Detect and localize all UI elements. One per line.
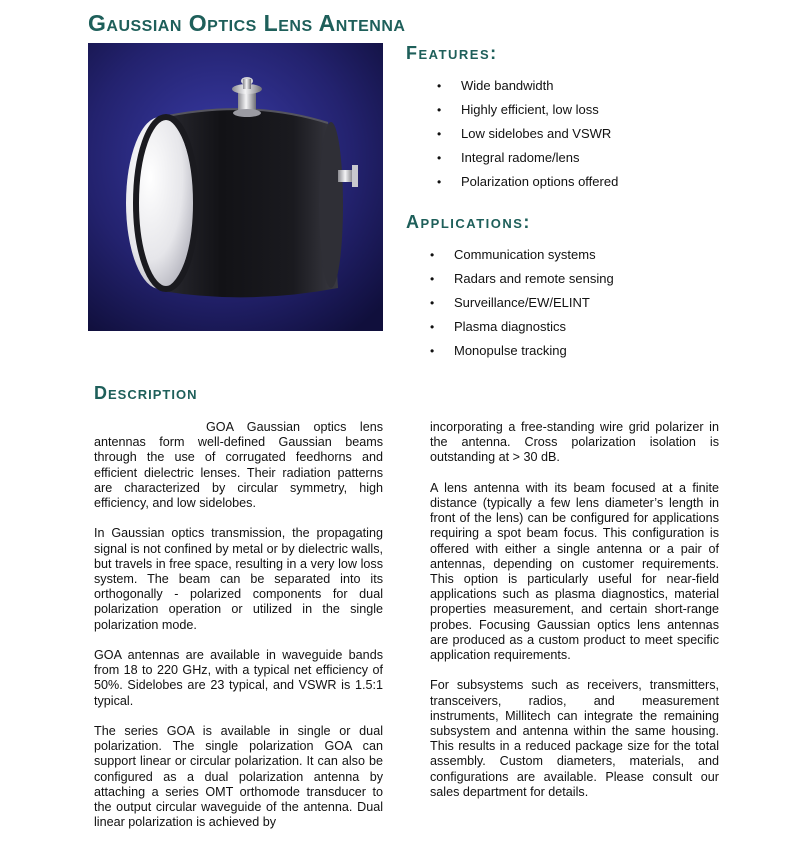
list-item: • Surveillance/EW/ELINT [454,295,614,319]
applications-heading: Applications: [406,212,531,232]
list-item: • Communication systems [454,247,614,271]
list-item: • Plasma diagnostics [454,319,614,343]
list-item: • Integral radome/lens [461,150,618,174]
list-item: • Low sidelobes and VSWR [461,126,618,150]
applications-list [454,247,614,367]
list-item: • Radars and remote sensing [454,271,614,295]
features-list [461,78,618,198]
paragraph: In Gaussian optics transmission, the propagating signal is not confined by metal or by dielectric walls, but travels in free space, resulting in a very low loss system. The beam can be separated into its orthogonally - polarized components for dual polarization operation or utilized in the single polarization mode. [94,526,383,632]
list-item: • Monopulse tracking [454,343,614,367]
description-column-left [94,420,383,846]
paragraph: GOA Gaussian optics lens antennas form well-defined Gaussian beams through the use of corrugated feedhorns and efficient dielectric lenses. Their radiation patterns are characterized by circular symmetry, high efficiency, and low sidelobes. [94,420,383,511]
list-item: • Highly efficient, low loss [461,102,618,126]
features-heading: Features: [406,43,498,63]
antenna-photo [88,43,383,331]
list-item: • Polarization options offered [461,174,618,198]
paragraph: The series GOA is available in single or dual polarization. The single polarization GOA can support linear or circular polarization. It can also be configured as a dual polarization antenna by attaching a series OMT orthomode transducer to the output circular waveguide of the antenna. Dual linear polarization is achieved by [94,724,383,830]
paragraph: A lens antenna with its beam focused at a finite distance (typically a few lens diameter’s length in front of the lens) can be configured for applications requiring a spot beam focus. This configuration is offered with either a single antenna or a pair of antennas, depending on customer requirements. This option is particularly useful for near-field applications such as plasma diagnostics, material properties measurement, and certain short-range probes. Focusing Gaussian optics lens antennas are produced as a custom product to meet specific application requirements. [430,480,719,663]
paragraph: For subsystems such as receivers, transmitters, transceivers, radios, and measurement instruments, Millitech can integrate the remaining subsystem and antenna within the same housing. This results in a reduced package size for the total assembly. Custom diameters, materials, and configurations are available. Please consult our sales department for details. [430,678,719,799]
description-heading: Description [94,383,198,403]
paragraph: GOA antennas are available in waveguide bands from 18 to 220 GHz, with a typical net efficiency of 50%. Sidelobes are 23 typical, and VSWR is 1.5:1 typical. [94,648,383,708]
document-title: Gaussian Optics Lens Antenna [88,10,406,36]
paragraph: incorporating a free-standing wire grid polarizer in the antenna. Cross polarization isolation is outstanding at > 30 dB. [430,420,719,465]
description-column-right [430,420,719,815]
list-item: • Wide bandwidth [461,78,618,102]
